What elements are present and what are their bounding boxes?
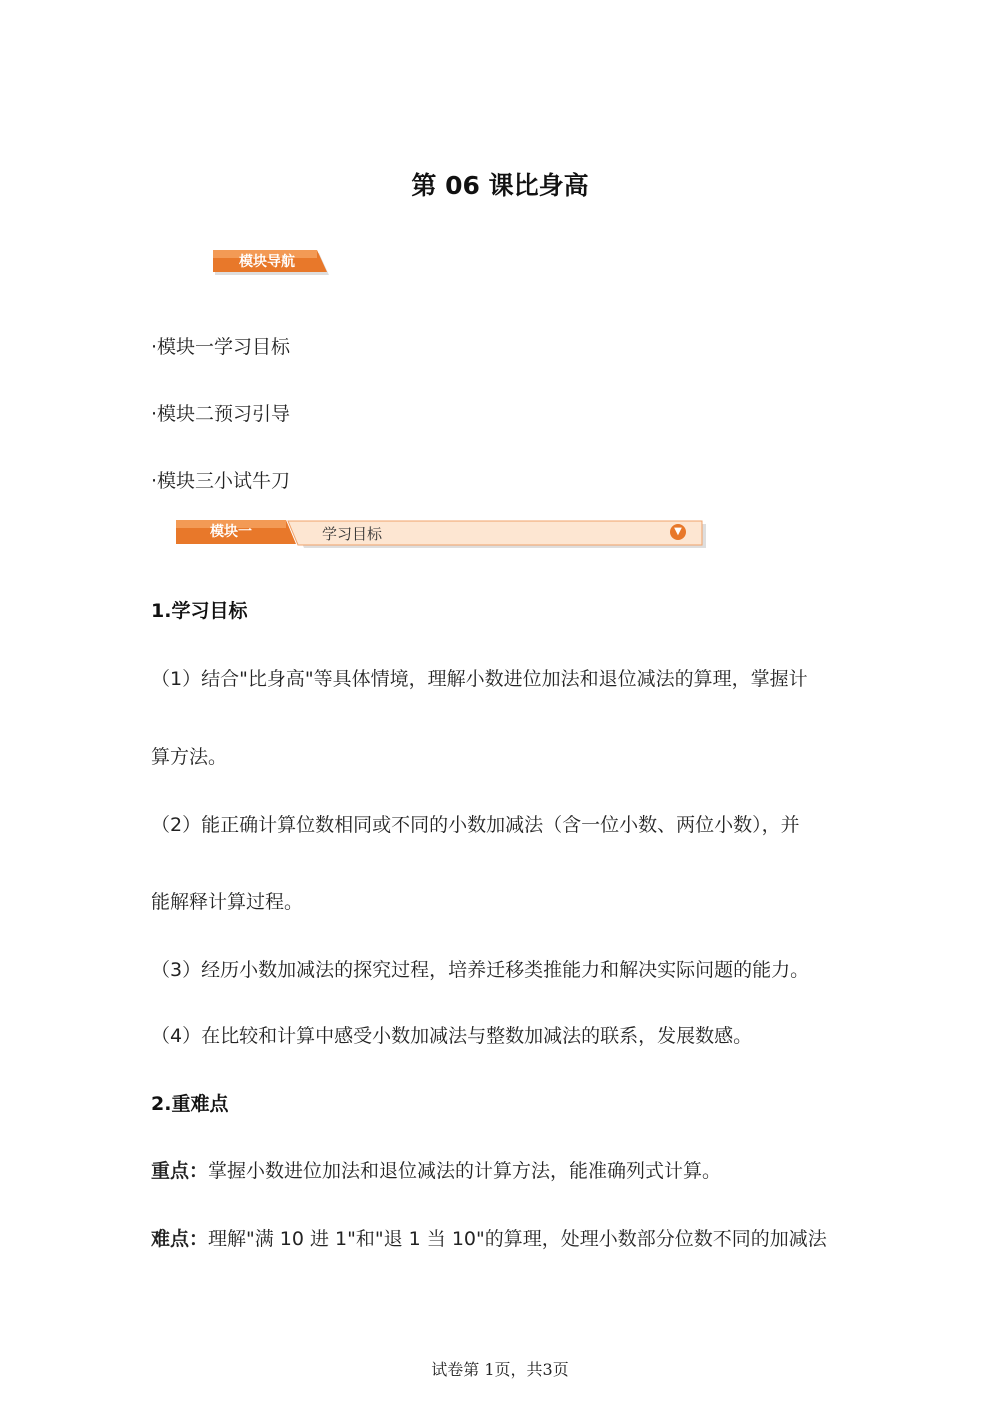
module-one-banner <box>176 520 706 550</box>
page-footer: 试卷第 1页，共3页 <box>431 1360 569 1379</box>
objective-2-line-1: （2）能正确计算位数相同或不同的小数加减法（含一位小数、两位小数），并 <box>151 814 800 836</box>
key-point-text: 掌握小数进位加法和退位减法的计算方法，能准确列式计算。 <box>208 1160 722 1182</box>
module-banner-title: 学习目标 <box>322 525 383 543</box>
objective-1-line-1: （1）结合"比身高"等具体情境，理解小数进位加法和退位减法的算理，掌握计 <box>151 668 808 690</box>
key-point-paragraph <box>151 1156 871 1183</box>
key-point-label: 重点： <box>151 1160 209 1182</box>
nav-item-module-3: ·模块三小试牛刀 <box>151 470 291 492</box>
nav-banner-label: 模块导航 <box>239 254 295 270</box>
section-heading-objectives: 1.学习目标 <box>151 600 248 622</box>
difficult-point-text: 理解"满 10 进 1"和"退 1 当 10"的算理，处理小数部分位数不同的加减法 <box>208 1228 827 1250</box>
nav-item-module-1: ·模块一学习目标 <box>151 336 291 358</box>
difficult-point-label: 难点： <box>151 1228 209 1250</box>
chevron-down-icon: ▼ <box>670 524 686 540</box>
module-nav-banner <box>213 250 331 274</box>
module-banner-tag: 模块一 <box>210 524 252 540</box>
difficult-point-paragraph <box>151 1224 871 1251</box>
page-title: 第 06 课比身高 <box>411 171 589 200</box>
section-heading-key-points: 2.重难点 <box>151 1093 229 1115</box>
objective-3: （3）经历小数加减法的探究过程，培养迁移类推能力和解决实际问题的能力。 <box>151 959 810 981</box>
nav-item-module-2: ·模块二预习引导 <box>151 403 291 425</box>
objective-2-line-2: 能解释计算过程。 <box>151 891 304 913</box>
objective-1-line-2: 算方法。 <box>151 746 228 768</box>
objective-4: （4）在比较和计算中感受小数加减法与整数加减法的联系，发展数感。 <box>151 1025 753 1047</box>
